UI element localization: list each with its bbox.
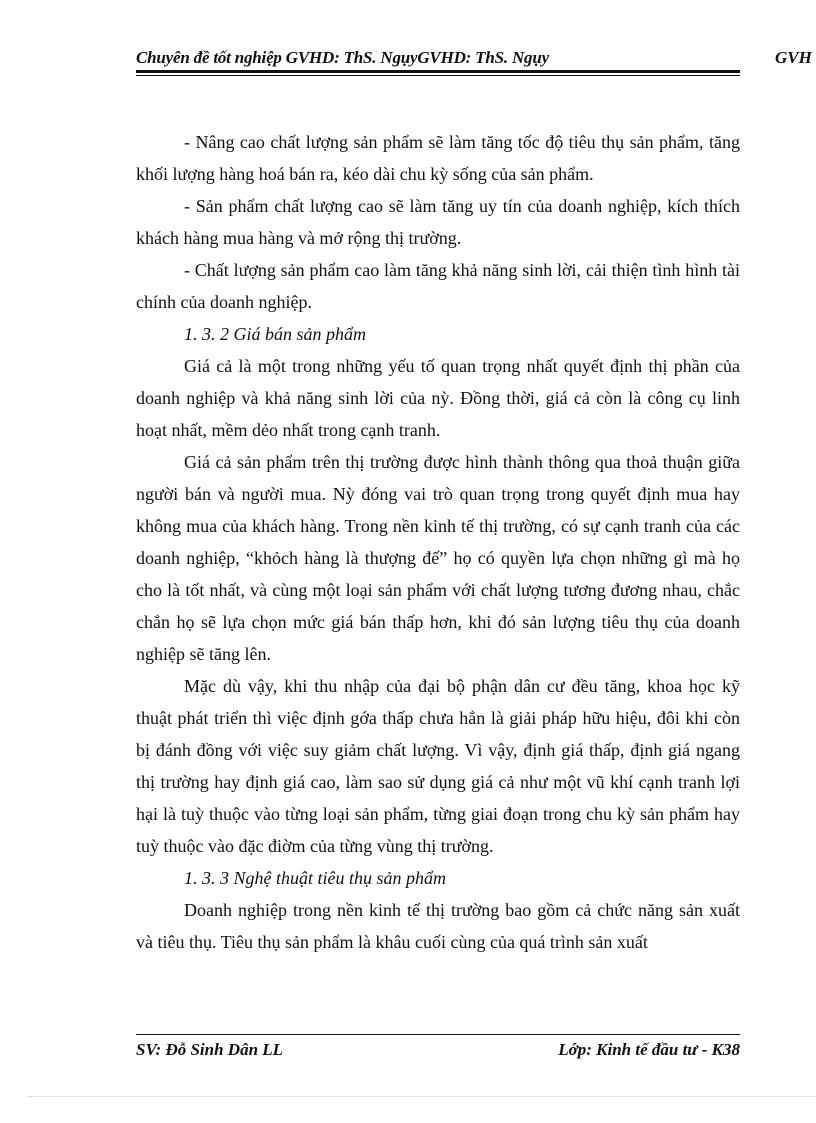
paragraph-quality-reputation: - Sản phẩm chất lượng cao sẽ làm tăng uy tín của doanh nghiệp, kích thích khách hàng mua hàng và mở rộng thị trường. [136, 196, 740, 248]
footer-class: Lớp: Kinh tế đầu tư - K38 [558, 1040, 740, 1059]
paragraph-sales-function: Doanh nghiệp trong nền kinh tế thị trường bao gồm cả chức năng sản xuất và tiêu thụ. Tiêu thụ sản phẩm là khâu cuối cùng của quá trình sản xuất [136, 900, 740, 952]
page-bottom-edge [28, 1096, 816, 1097]
header-left-text: Chuyên đề tốt nghiệp GVHD: ThS. NgụyGVHD: ThS. Ngụy [136, 48, 549, 67]
page-header [0, 0, 816, 80]
footer-student: SV: Đỗ Sinh Dân LL [136, 1040, 284, 1059]
paragraph-price-formation: Giá cả sản phẩm trên thị trường được hình thành thông qua thoả thuận giữa người bán và người mua. Nỳ đóng vai trò quan trọng trong quyết định mua hay không mua của khách hàng. Trong nền kinh tế thị trường, có sự cạnh tranh của các doanh nghiệp, “khỏch hàng là thượng đế” họ có quyền lựa chọn những gì mà họ cho là tốt nhất, và cùng một loại sản phẩm với chất lượng tương đương nhau, chắc chắn họ sẽ lựa chọn mức giá bán thấp hơn, khi đó sản lượng tiêu thụ của doanh nghiệp sẽ tăng lên. [136, 452, 740, 664]
paragraph-quality-profit: - Chất lượng sản phẩm cao làm tăng khả năng sinh lời, cải thiện tình hình tài chính của doanh nghiệp. [136, 260, 740, 312]
header-right-text: GVH [775, 48, 812, 67]
section-heading-price: 1. 3. 2 Giá bán sản phẩm [184, 324, 367, 344]
paragraph-price-importance: Giá cả là một trong những yếu tố quan trọng nhất quyết định thị phần của doanh nghiệp và khả năng sinh lời của nỳ. Đồng thời, giá cả còn là công cụ linh hoạt nhất, mềm dẻo nhất trong cạnh tranh. [136, 356, 740, 440]
header-rule-thick [136, 70, 740, 73]
footer-rule [136, 1034, 740, 1035]
paragraph-quality-sales: - Nâng cao chất lượng sản phẩm sẽ làm tăng tốc độ tiêu thụ sản phẩm, tăng khối lượng hàng hoá bán ra, kéo dài chu kỳ sống của sản phẩm. [136, 132, 740, 184]
header-rule-thin [136, 75, 740, 76]
document-body [136, 126, 740, 958]
section-heading-sales-art: 1. 3. 3 Nghệ thuật tiêu thụ sản phẩm [184, 868, 446, 888]
paragraph-price-strategy: Mặc dù vậy, khi thu nhập của đại bộ phận dân cư đều tăng, khoa học kỹ thuật phát triển thì việc định gớa thấp chưa hẳn là giải pháp hữu hiệu, đôi khi còn bị đánh đồng với việc suy giảm chất lượng. Vì vậy, định giá thấp, định giá ngang thị trường hay định giá cao, làm sao sử dụng giá cả như một vũ khí cạnh tranh lợi hại là tuỳ thuộc vào từng loại sản phẩm, từng giai đoạn trong chu kỳ sản phẩm hay tuỳ thuộc vào đặc điờm của từng vùng thị trường. [136, 676, 740, 856]
